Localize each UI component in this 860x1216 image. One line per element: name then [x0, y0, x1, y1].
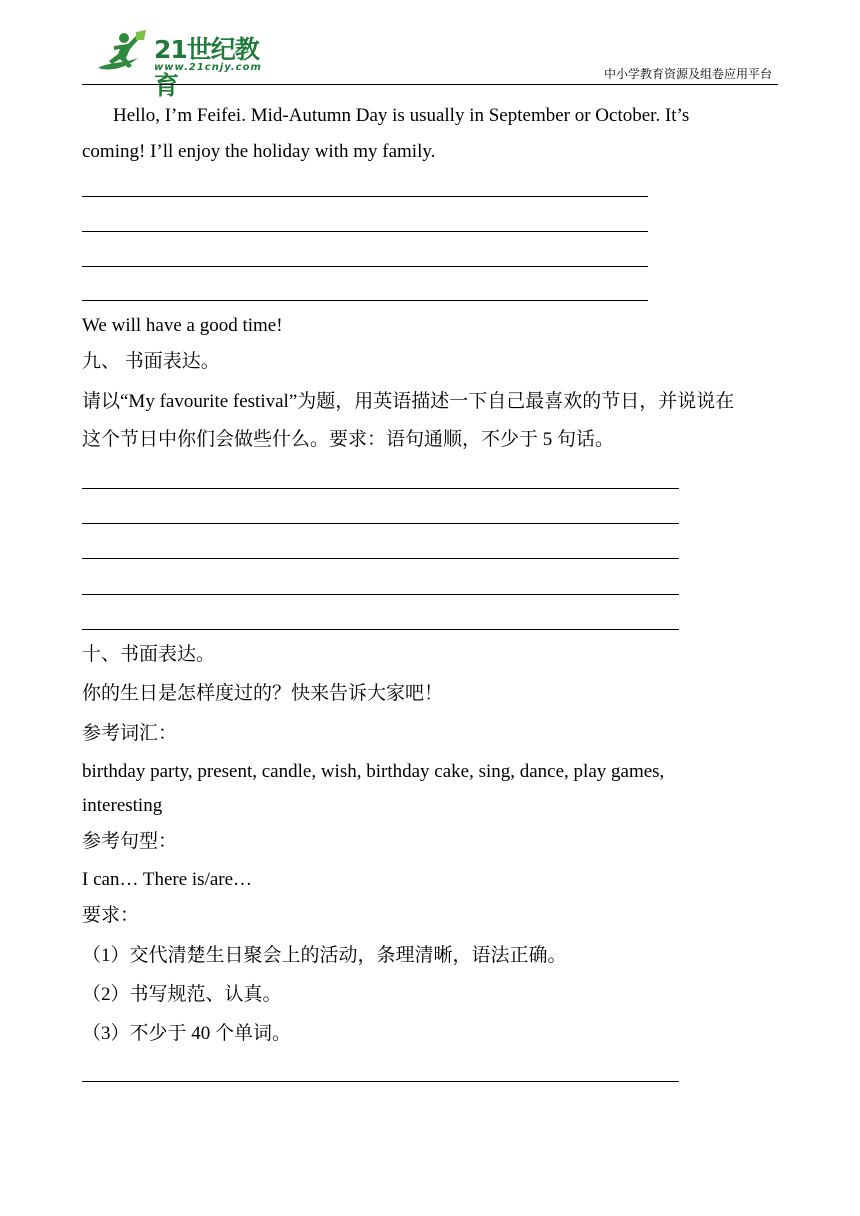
requirement-1: （1）交代清楚生日聚会上的活动，条理清晰，语法正确。	[82, 945, 567, 966]
passage-closing: We will have a good time!	[82, 315, 283, 336]
vocab-line-1: birthday party, present, candle, wish, birthday cake, sing, dance, play games,	[82, 761, 665, 782]
header-divider	[82, 84, 778, 85]
logo-text: 21世纪教育	[154, 35, 259, 100]
logo-url: www.21cnjy.com	[154, 62, 262, 73]
answer-line[interactable]	[82, 231, 648, 232]
requirement-3: （3）不少于 40 个单词。	[82, 1023, 292, 1044]
pattern-label: 参考句型：	[82, 831, 178, 852]
requirement-2: （2）书写规范、认真。	[82, 984, 282, 1005]
site-logo	[92, 28, 262, 100]
header-tagline: 中小学教育资源及组卷应用平台	[603, 67, 772, 81]
section-10-question: 你的生日是怎样度过的？快来告诉大家吧！	[82, 683, 444, 704]
answer-line[interactable]	[82, 523, 679, 524]
vocab-label: 参考词汇：	[82, 723, 178, 744]
answer-line[interactable]	[82, 196, 648, 197]
section-10-title: 十、书面表达。	[82, 644, 216, 665]
passage-line-1: Hello, I’m Feifei. Mid-Autumn Day is usually in September or October. It’s	[113, 105, 690, 126]
section-9-prompt-line-2: 这个节日中你们会做些什么。要求：语句通顺，不少于 5 句话。	[82, 429, 615, 450]
answer-line[interactable]	[82, 300, 648, 301]
answer-line[interactable]	[82, 558, 679, 559]
section-9-title: 九、 书面表达。	[82, 351, 220, 372]
answer-line[interactable]	[82, 1081, 679, 1082]
runner-logo-icon	[92, 28, 152, 76]
vocab-line-2: interesting	[82, 795, 163, 816]
requirements-label: 要求：	[82, 905, 140, 926]
passage-line-2: coming! I’ll enjoy the holiday with my family.	[82, 141, 436, 162]
page-header	[82, 28, 778, 100]
answer-line[interactable]	[82, 488, 679, 489]
answer-line[interactable]	[82, 629, 679, 630]
answer-line[interactable]	[82, 266, 648, 267]
sentence-pattern: I can… There is/are…	[82, 869, 253, 890]
answer-line[interactable]	[82, 594, 679, 595]
section-9-prompt-line-1: 请以“My favourite festival”为题，用英语描述一下自己最喜欢的节日，并说说在	[82, 391, 735, 412]
